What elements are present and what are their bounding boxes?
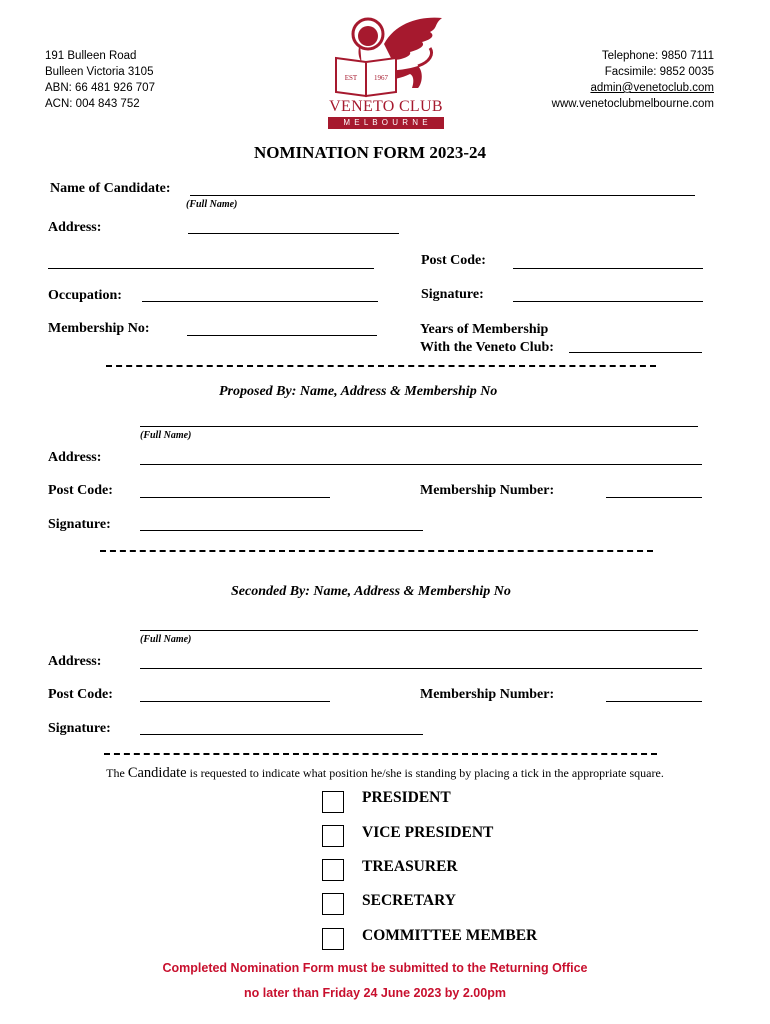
candidate-address-label: Address:: [48, 220, 102, 235]
club-address: [45, 48, 155, 112]
seconder-address-label: Address:: [48, 654, 102, 669]
candidate-name-label: Name of Candidate:: [50, 181, 171, 196]
website: www.venetoclubmelbourne.com: [551, 98, 714, 110]
candidate-address-field-2[interactable]: [48, 268, 374, 269]
address-line: Bulleen Victoria 3105: [45, 66, 154, 78]
book-left-text: EST: [344, 74, 358, 82]
section-divider: [106, 365, 656, 367]
proposer-address-field[interactable]: [140, 464, 702, 465]
proposer-signature-field[interactable]: [140, 530, 423, 531]
logo-name: VENETO CLUB: [329, 98, 443, 115]
facsimile: Facsimile: 9852 0035: [604, 66, 714, 78]
vice-president-checkbox[interactable]: [322, 825, 344, 847]
years-label-line-2: With the Veneto Club:: [420, 340, 554, 355]
veneto-club-logo: [326, 14, 446, 130]
vice-president-label: VICE PRESIDENT: [362, 824, 494, 841]
email-link[interactable]: admin@venetoclub.com: [590, 82, 714, 94]
acn-line: ACN: 004 843 752: [45, 98, 140, 110]
proposer-postcode-field[interactable]: [140, 497, 330, 498]
submission-deadline: no later than Friday 24 June 2023 by 2.00pm: [244, 986, 506, 1000]
seconded-heading: Seconded By: Name, Address & Membership No: [231, 584, 511, 599]
club-contact: [552, 48, 714, 112]
membership-no-field[interactable]: [187, 335, 377, 336]
committee-member-checkbox[interactable]: [322, 928, 344, 950]
winged-lion-icon: [326, 14, 446, 100]
membership-no-label: Membership No:: [48, 321, 150, 336]
instruction-rest: is requested to indicate what position he/she is standing by placing a tick in the appropriate square.: [186, 766, 664, 780]
secretary-label: SECRETARY: [362, 892, 456, 909]
abn-line: ABN: 66 481 926 707: [45, 82, 155, 94]
occupation-label: Occupation:: [48, 288, 122, 303]
treasurer-label: TREASURER: [362, 858, 458, 875]
committee-member-label: COMMITTEE MEMBER: [362, 927, 538, 944]
seconder-membership-field[interactable]: [606, 701, 702, 702]
submission-notice: Completed Nomination Form must be submitted to the Returning Office: [162, 961, 588, 975]
proposer-address-label: Address:: [48, 450, 102, 465]
seconder-postcode-field[interactable]: [140, 701, 330, 702]
years-membership-label: [420, 321, 554, 357]
candidate-address-field[interactable]: [188, 233, 399, 234]
years-label-line-1: Years of Membership: [420, 322, 549, 337]
proposer-membership-label: Membership Number:: [420, 483, 555, 498]
position-instruction: [0, 765, 770, 782]
candidate-postcode-field[interactable]: [513, 268, 703, 269]
instruction-candidate: Candidate: [127, 765, 187, 781]
candidate-postcode-label: Post Code:: [421, 253, 486, 268]
form-title: NOMINATION FORM 2023-24: [254, 143, 486, 162]
treasurer-checkbox[interactable]: [322, 859, 344, 881]
candidate-signature-field[interactable]: [513, 301, 703, 302]
section-divider: [104, 753, 657, 755]
section-divider: [100, 550, 653, 552]
proposer-postcode-label: Post Code:: [48, 483, 113, 498]
seconder-name-field[interactable]: [140, 630, 698, 631]
candidate-name-field[interactable]: [190, 195, 695, 196]
proposed-heading: Proposed By: Name, Address & Membership No: [219, 384, 498, 399]
address-line: 191 Bulleen Road: [45, 50, 137, 62]
telephone: Telephone: 9850 7111: [601, 50, 714, 62]
seconder-postcode-label: Post Code:: [48, 687, 113, 702]
seconder-signature-field[interactable]: [140, 734, 423, 735]
instruction-prefix: The: [106, 766, 128, 780]
seconder-address-field[interactable]: [140, 668, 702, 669]
years-membership-field[interactable]: [569, 352, 702, 353]
occupation-field[interactable]: [142, 301, 378, 302]
seconder-full-name-hint: (Full Name): [140, 634, 192, 645]
full-name-hint: (Full Name): [186, 199, 238, 210]
logo-subtitle: M E L B O U R N E: [328, 117, 444, 129]
candidate-signature-label: Signature:: [421, 287, 484, 302]
seconder-membership-label: Membership Number:: [420, 687, 555, 702]
seconder-signature-label: Signature:: [48, 721, 111, 736]
proposer-membership-field[interactable]: [606, 497, 702, 498]
president-label: PRESIDENT: [362, 789, 451, 806]
book-right-text: 1967: [374, 74, 388, 82]
proposer-full-name-hint: (Full Name): [140, 430, 192, 441]
president-checkbox[interactable]: [322, 791, 344, 813]
proposer-signature-label: Signature:: [48, 517, 111, 532]
secretary-checkbox[interactable]: [322, 893, 344, 915]
proposer-name-field[interactable]: [140, 426, 698, 427]
